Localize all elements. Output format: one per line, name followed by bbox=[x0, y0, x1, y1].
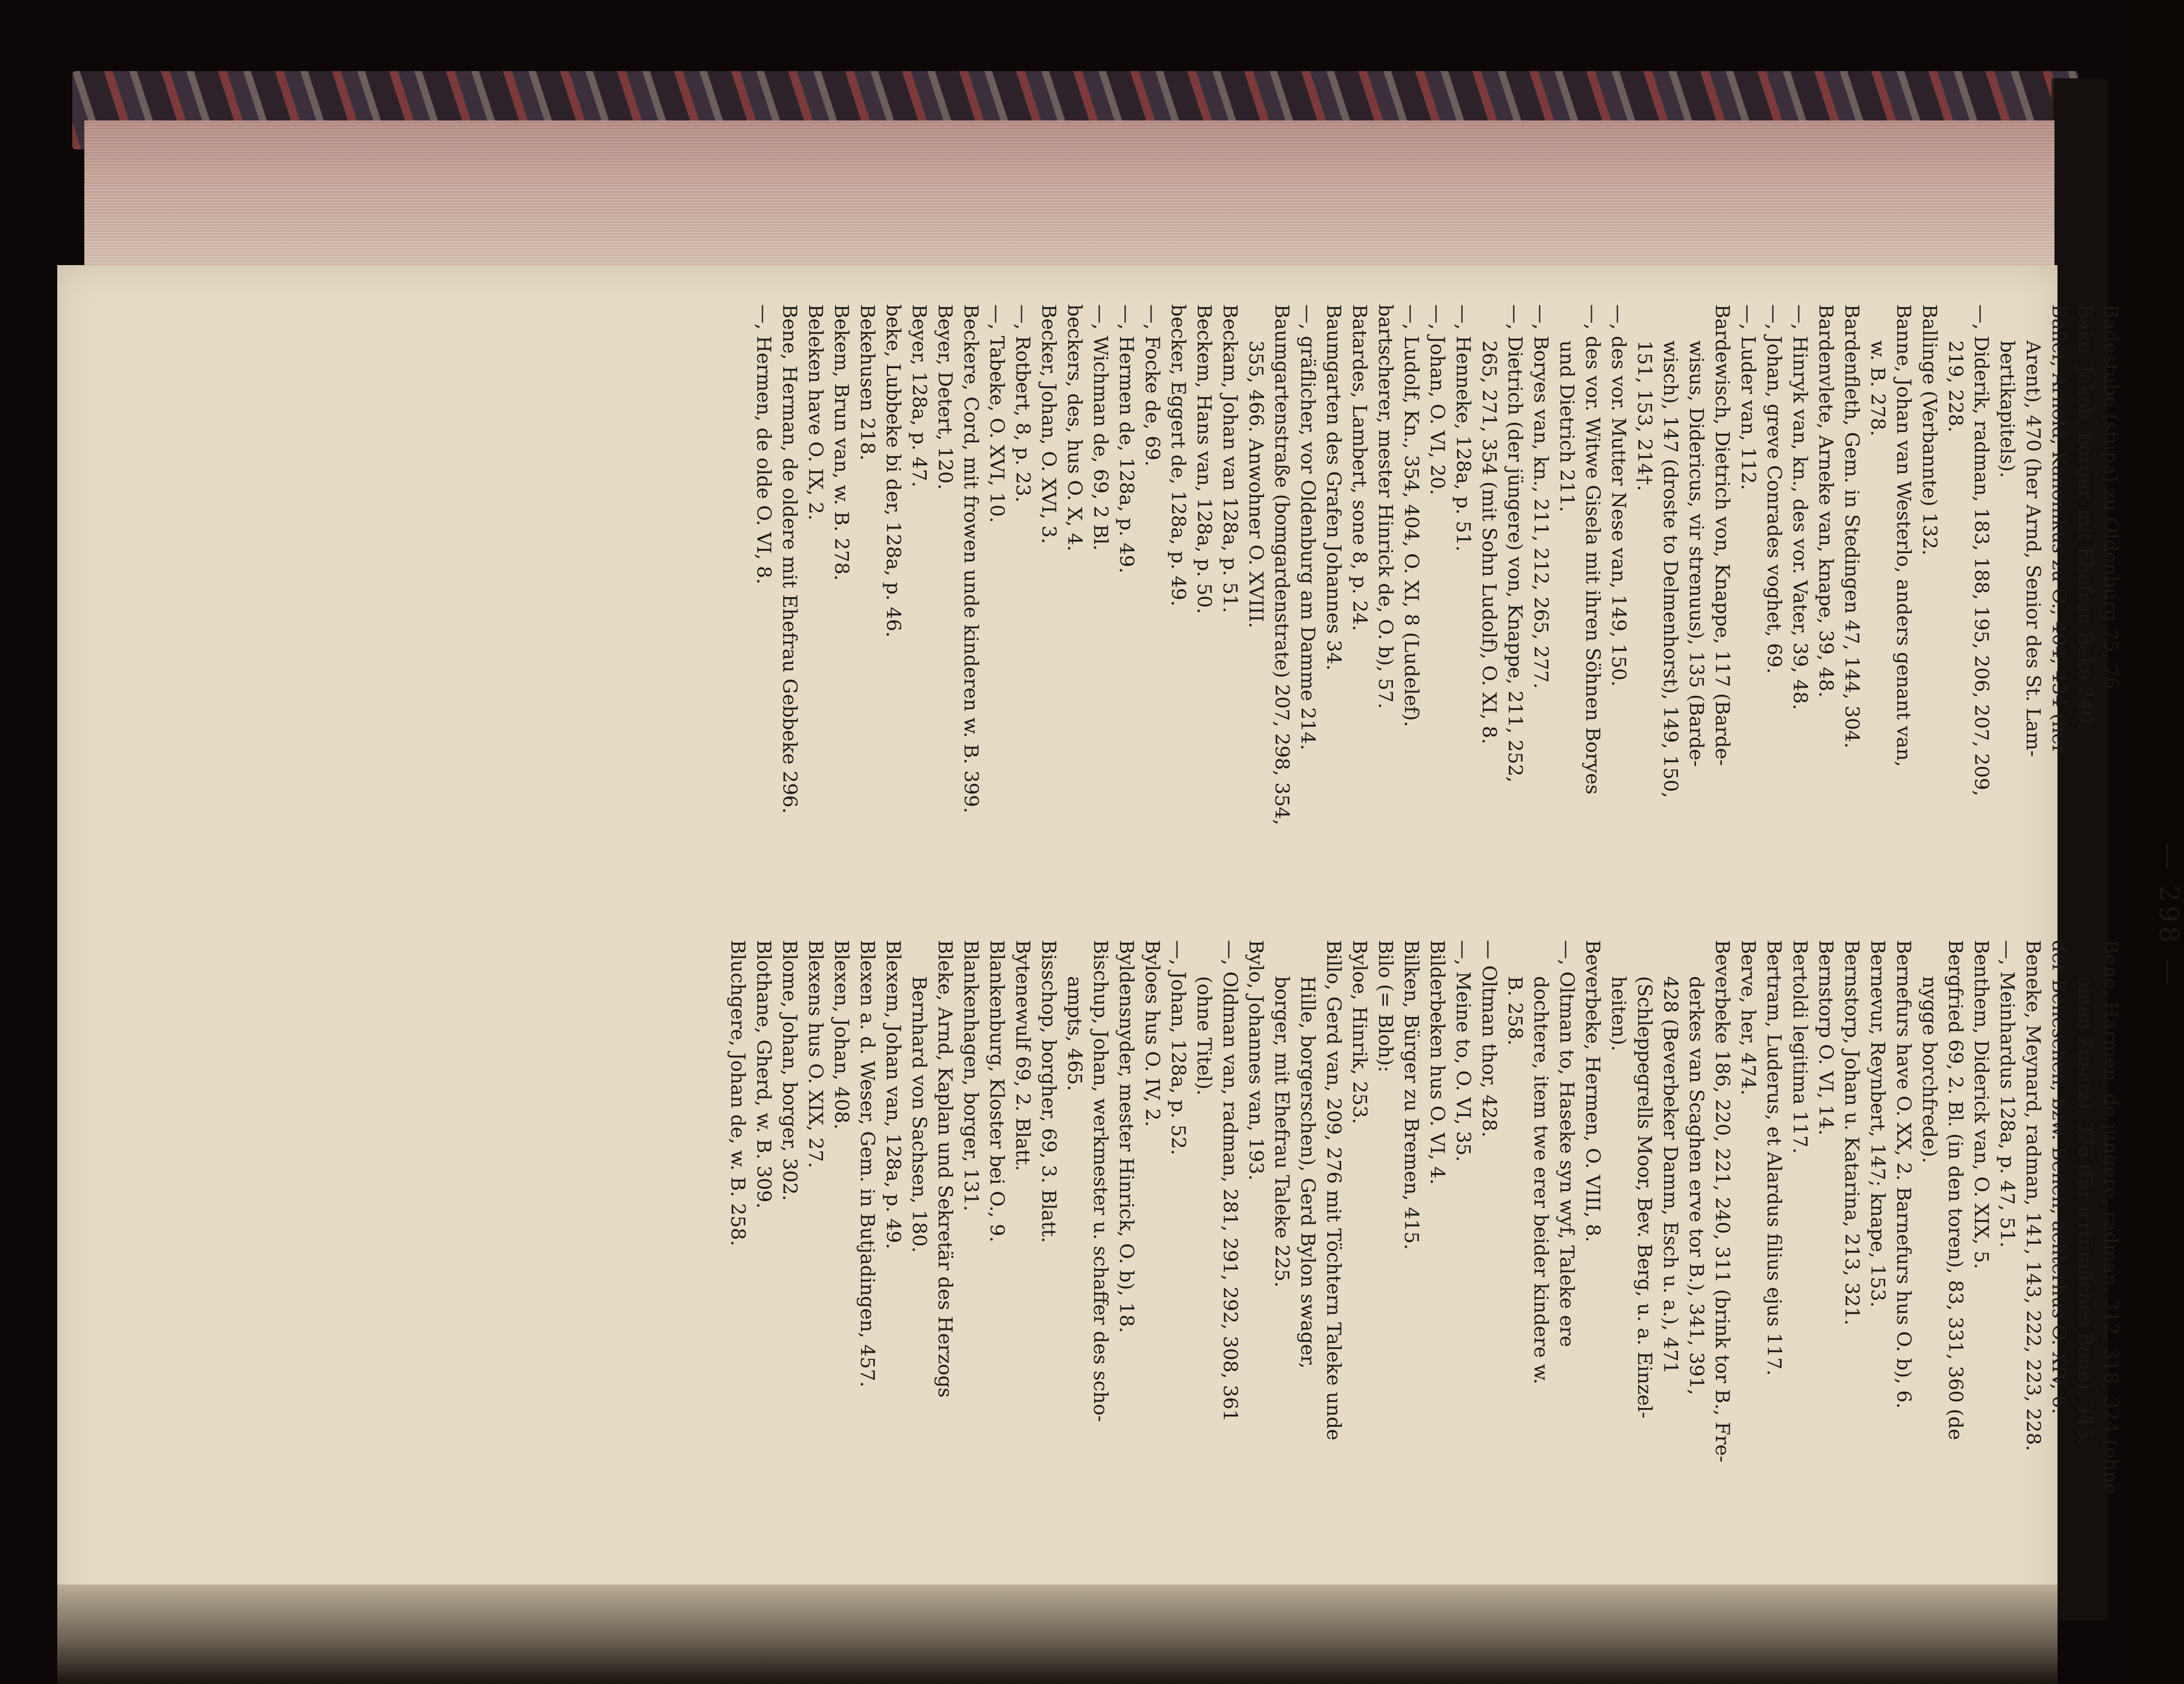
index-entry: (Schleppegrells Moor, Bev. Berg, u. a. Einzel- bbox=[1633, 976, 1656, 1419]
index-entry: einen Zusatz), 326 (für irrtümliches Bone), 343. bbox=[2074, 976, 2097, 1445]
index-entry: —, Oldman van, radman, 281, 291, 292, 308, 361 bbox=[1219, 940, 1242, 1422]
index-entry: Benthem, Diderick van, O. XIX, 5. bbox=[1970, 940, 1993, 1269]
index-entry: Bernhard von Sachsen, 180. bbox=[908, 976, 931, 1253]
index-entry: Berve, her, 474. bbox=[1737, 940, 1760, 1096]
index-entry: Batardes, Lambert, sone 8, p. 24. bbox=[1348, 304, 1371, 631]
index-entry: Arent), 470 (her Arnd, Senior des St. Lam- bbox=[2022, 340, 2045, 757]
index-entry: Bekem, Brun van, w. B. 278. bbox=[830, 304, 853, 581]
index-entry: und Dietrich 211. bbox=[1556, 340, 1579, 513]
index-entry: —, Hermen, de olde O. VI, 8. bbox=[753, 304, 775, 584]
index-entry: —, des vor. Mutter Nese van, 149, 150. bbox=[1607, 304, 1630, 687]
left-column bbox=[751, 304, 2124, 907]
index-entry: Billo, Gerd van, 209, 276 mit Töchtern Taleke unde bbox=[1322, 940, 1345, 1441]
index-entry: Baumgartenstraße (bomgardenstrate) 207, 298, 354, bbox=[1271, 304, 1294, 825]
index-entry: (ohne Titel). bbox=[1193, 976, 1216, 1096]
index-entry: Bake, Jakob, borger, mit Ehefrau Beke 240. bbox=[2074, 304, 2097, 729]
index-entry: wisus, Didericus, vir strenuus), 135 (Barde- bbox=[1685, 340, 1708, 767]
index-entry: ampts, 465. bbox=[1063, 976, 1086, 1091]
index-entry: —, Rotbert, 8, p. 23. bbox=[1012, 304, 1034, 502]
index-entry: Beyer, 128a, p. 47. bbox=[908, 304, 931, 487]
index-entry: Blothane, Gherd, w. B. 309. bbox=[753, 940, 775, 1209]
index-entry: wisch), 147 (droste to Delmenhorst), 149, 150, bbox=[1659, 340, 1682, 798]
index-entry: bertikapitels). bbox=[1996, 340, 2019, 478]
index-entry: Baumgarten des Grafen Johannes 34. bbox=[1322, 304, 1345, 671]
index-entry: Bilken, Bürger zu Bremen, 415. bbox=[1400, 940, 1423, 1250]
page-edges bbox=[84, 121, 2054, 268]
index-entry: B. 258. bbox=[1504, 976, 1527, 1046]
index-entry: Bylo, Johannes van, 193. bbox=[1245, 940, 1268, 1181]
index-entry: 151, 153, 214†. bbox=[1633, 340, 1656, 492]
right-column bbox=[725, 940, 2124, 1542]
index-entry: Bertram, Luderus, et Alardus filius ejus 117. bbox=[1763, 940, 1786, 1376]
index-entry: Bernstorp, Johan u. Katarina, 213, 321. bbox=[1841, 940, 1863, 1326]
index-entry: dochtere, item twe erer beider kindere w. bbox=[1530, 976, 1553, 1385]
index-entry: Bischup, Johan, werkmester u. schaffer des scho- bbox=[1089, 940, 1112, 1423]
index-entry: Baller, Arnold, Kanonikus zu O., 404, 434 (her bbox=[2048, 304, 2071, 754]
index-entry: — Oltman thor, 428. bbox=[1478, 940, 1501, 1138]
index-entry: Blexem, Johan van, 128a, p. 49. bbox=[882, 940, 905, 1250]
index-entry: Becker, Johan, O. XVI, 3. bbox=[1037, 304, 1060, 544]
index-entry: 355, 466. Anwohner O. XVIII. bbox=[1245, 340, 1268, 628]
index-entry: beckers, des, hus O. X, 4. bbox=[1063, 304, 1086, 552]
index-entry: derkes van Scaghen erve tor B.), 341, 391, bbox=[1685, 976, 1708, 1395]
index-entry: Badestube (stupa) zu Oldenburg 75, 76. bbox=[2100, 304, 2123, 696]
index-entry: 428 (Beverbeker Damm, Esch u. a.), 471 bbox=[1659, 976, 1682, 1374]
index-entry: Beyer, Detert, 120. bbox=[934, 304, 957, 490]
index-entry: Bilderbeken hus O. VI, 4. bbox=[1426, 940, 1449, 1185]
index-entry: Bardewisch, Dietrich von, Knappe, 117 (Barde- bbox=[1711, 304, 1734, 766]
index-entry: Blexen, Johan, 408. bbox=[830, 940, 853, 1130]
index-entry: Bleke, Arnd, Kaplan und Sekretär des Herzogs bbox=[934, 940, 957, 1398]
index-entry: Bardenvlete, Arneke van, knape, 39, 48. bbox=[1815, 304, 1838, 698]
index-entry: Banne, Johan van Westerlo, anders genant van, bbox=[1892, 304, 1915, 767]
index-entry: Bernevur, Reynbert, 147; knape, 153. bbox=[1866, 940, 1889, 1307]
index-entry: —, Meine to, O. VI, 35. bbox=[1452, 940, 1475, 1162]
index-entry: —, des vor. Witwe Gisela mit ihren Söhnen Boryes bbox=[1582, 304, 1604, 795]
index-entry: —, Henneke, 128a, p. 51. bbox=[1452, 304, 1475, 552]
index-entry: —, Ludolf, Kn., 354, 404, O. XI, 8 (Ludelef). bbox=[1400, 304, 1423, 727]
index-entry: —, Luder van, 112. bbox=[1737, 304, 1760, 490]
index-entry: —, Johan, O. VI, 20. bbox=[1426, 304, 1449, 495]
index-entry: —, Wichman de, 69, 2 Bl. bbox=[1089, 304, 1112, 551]
index-entry: Bene, Herman, de oldere mit Ehefrau Gebbeke 296. bbox=[778, 304, 801, 814]
index-entry: Beleken have O. IX, 2. bbox=[804, 304, 827, 521]
index-entry: Beckem, Hans van, 128a, p. 50. bbox=[1193, 304, 1216, 614]
index-entry: Beverbeke, Hermen, O. VIII, 8. bbox=[1582, 940, 1604, 1242]
index-entry: Bernstorp O. VI, 14. bbox=[1815, 940, 1838, 1136]
index-entry: Bene, Harmen, de jungere, radman, 312, 318, 324 (ohne bbox=[2100, 940, 2123, 1495]
index-entry: Bilo (= Bloh): bbox=[1374, 940, 1397, 1072]
index-entry: Ballinge (Verbannte) 132. bbox=[1918, 304, 1941, 556]
index-entry: borger, mit Ehefrau Taleke 225. bbox=[1271, 976, 1294, 1288]
index-entry: —, Dietrich (der jüngere) von, Knappe, 211, 252, bbox=[1504, 304, 1527, 783]
index-entry: bartscherer, mester Hinrick de, O. b), 57. bbox=[1374, 304, 1397, 709]
index-entry: 219, 228. bbox=[1944, 340, 1967, 433]
index-entry: Bekehusen 218. bbox=[856, 304, 879, 461]
index-entry: —, Tabeke, O. XVI, 10. bbox=[986, 304, 1009, 523]
index-entry: —, Hinryk van, kn., des vor. Vater, 39, 48. bbox=[1789, 304, 1812, 710]
index-entry: nygge borchfrede). bbox=[1918, 976, 1941, 1163]
index-entry: Beckam, Johan van 128a, p. 51. bbox=[1219, 304, 1242, 613]
page-number: — 298 — bbox=[2153, 843, 2184, 989]
index-entry: Bytenewulf 69, 2. Blatt. bbox=[1012, 940, 1034, 1171]
index-entry: der Beneschen, bzw. Benen, achterhus O. XIV, 6. bbox=[2048, 940, 2071, 1414]
index-entry: Blexen a. d. Weser, Gem. in Butjadingen, 457. bbox=[856, 940, 879, 1388]
index-entry: Bisschop, borgher, 69, 3. Blatt. bbox=[1037, 940, 1060, 1243]
index-entry: Blexens hus O. XIX, 27. bbox=[804, 940, 827, 1168]
index-entry: Bertoldi legitima 117. bbox=[1789, 940, 1812, 1154]
index-entry: —, gräflicher, vor Oldenburg am Damme 214. bbox=[1297, 304, 1319, 751]
index-entry: —, Diderik, radman, 183, 188, 195, 206, 207, 209, bbox=[1970, 304, 1993, 797]
index-entry: Blankenburg, Kloster bei O., 9. bbox=[986, 940, 1009, 1242]
index-entry: —, Focke de, 69. bbox=[1141, 304, 1164, 467]
index-entry: Byloe, Hinrik, 253. bbox=[1348, 940, 1371, 1124]
next-page-gutter bbox=[57, 1585, 2057, 1684]
index-entry: becker, Eggert de, 128a, p. 49. bbox=[1167, 304, 1190, 607]
index-entry: Bardenfleth, Gem. in Stedingen 47, 144, 304. bbox=[1841, 304, 1863, 749]
index-entry: heiten). bbox=[1607, 976, 1630, 1051]
index-entry: Bergfried 69, 2. Bl. (in den toren), 83, 331, 360 (de bbox=[1944, 940, 1967, 1441]
index-entry: Beneke, Meynard, radman, 141, 143, 222, 223, 228. bbox=[2022, 940, 2045, 1451]
index-entry: Blome, Johan, borger, 302. bbox=[778, 940, 801, 1201]
index-entry: Blankenhagen, borger, 131. bbox=[960, 940, 983, 1212]
index-entry: Beverbeke 186, 220, 221, 240, 311 (brink tor B., Fre- bbox=[1711, 940, 1734, 1463]
index-entry: Beckere, Cord, mit frowen unde kinderen w. B. 399. bbox=[960, 304, 983, 813]
index-entry: 265, 271, 354 (mit Sohn Ludolf), O. XI, 8. bbox=[1478, 340, 1501, 745]
index-entry: Bluchgere, Johan de, w. B. 258. bbox=[727, 940, 749, 1247]
index-entry: —, Hermen de, 128a, p. 49. bbox=[1115, 304, 1138, 574]
index-entry: Hille, borgerschen), Gerd Bylon swager, bbox=[1297, 976, 1319, 1369]
index-entry: Byloes hus O. IV, 2. bbox=[1141, 940, 1164, 1127]
index-entry: —, Johan, greve Conrades voghet, 69. bbox=[1763, 304, 1786, 674]
index-entry: w. B. 278. bbox=[1866, 340, 1889, 437]
index-entry: —, Johan, 128a, p. 52. bbox=[1167, 940, 1190, 1156]
rotated-text-block bbox=[63, 292, 2184, 1539]
book-page bbox=[57, 265, 2184, 1642]
index-entry: Byldensnyder, mester Hinrick, O. b), 18. bbox=[1115, 940, 1138, 1333]
index-entry: —, Meinhardus 128a, p. 47, 51. bbox=[1996, 940, 2019, 1248]
index-entry: —, Oltman to, Haseke syn wyf, Taleke ere bbox=[1556, 940, 1579, 1347]
index-entry: beke, Lubbeke bi der, 128a, p. 46. bbox=[882, 304, 905, 638]
index-entry: Bernefurs have O. XX, 2. Barnefurs hus O. b), 6. bbox=[1892, 940, 1915, 1409]
index-entry: —, Boryes van, kn., 211, 212, 265, 277. bbox=[1530, 304, 1553, 689]
